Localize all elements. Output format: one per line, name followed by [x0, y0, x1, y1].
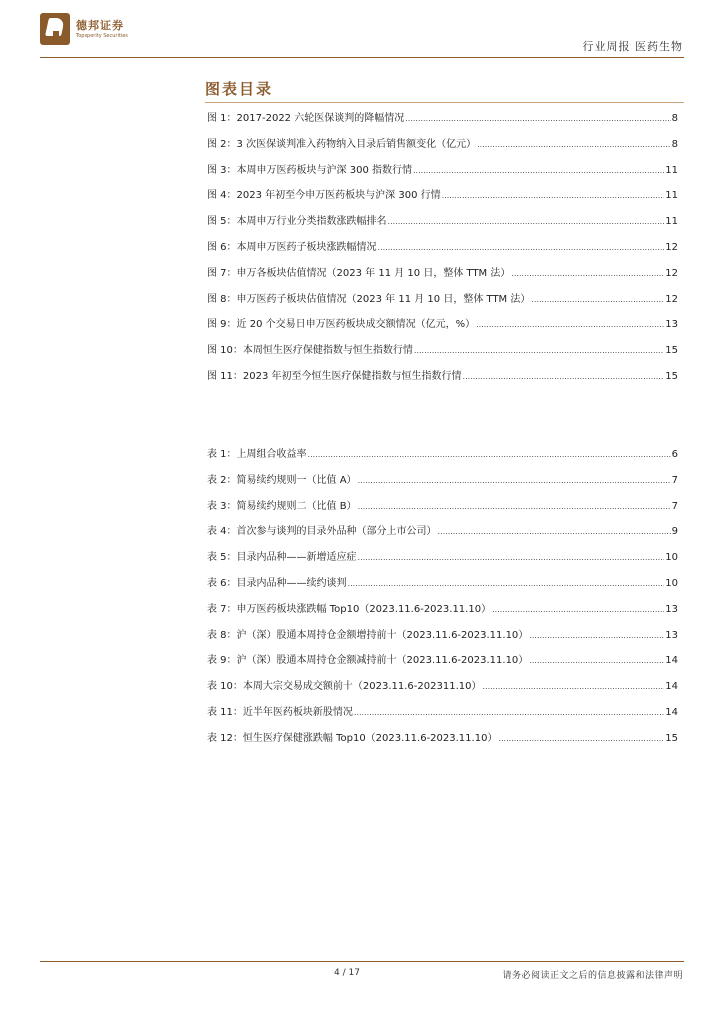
table-entry-label: 表 7：申万医药板块涨跌幅 Top10（2023.11.6-2023.11.10）: [207, 603, 492, 615]
dot-leader: [388, 217, 665, 226]
dot-leader: [511, 269, 664, 278]
figure-entry[interactable]: [207, 290, 678, 316]
figure-entry-page: 11: [665, 164, 678, 176]
figure-entry[interactable]: [207, 186, 678, 212]
table-entry-page: 15: [665, 732, 678, 744]
logo-name-cn: 德邦证券: [76, 18, 124, 32]
table-entry-page: 13: [665, 629, 678, 641]
table-entry-label: 表 1：上周组合收益率: [207, 449, 307, 460]
table-entry-page: 10: [665, 577, 678, 589]
dot-leader: [348, 579, 665, 588]
figure-entry-label: 图 1：2017-2022 六轮医保谈判的降幅情况: [207, 113, 405, 124]
dot-leader: [442, 191, 665, 200]
table-entry[interactable]: [207, 677, 678, 703]
table-entry-page: 6: [671, 449, 678, 460]
table-entry-page: 10: [665, 552, 678, 564]
dot-leader: [438, 527, 671, 536]
dot-leader: [531, 295, 664, 304]
table-entry[interactable]: [207, 445, 678, 471]
figure-entry-page: 8: [671, 138, 678, 150]
table-entry-page: 14: [665, 706, 678, 718]
dot-leader: [498, 734, 664, 743]
table-entry[interactable]: [207, 497, 678, 523]
table-entry-page: 7: [671, 500, 678, 512]
dot-leader: [358, 553, 665, 562]
report-type: 行业周报 医药生物: [582, 40, 683, 53]
figure-entry-label: 图 2：3 次医保谈判准入药物纳入目录后销售额变化（亿元）: [207, 138, 477, 150]
table-entry[interactable]: [207, 600, 678, 626]
dot-leader: [358, 476, 671, 485]
table-entry[interactable]: [207, 574, 678, 600]
table-entry-label: 表 8：沪（深）股通本周持仓金额增持前十（2023.11.6-2023.11.10）: [207, 629, 529, 641]
table-entry[interactable]: [207, 548, 678, 574]
dot-leader: [529, 631, 664, 640]
logo-text: [76, 19, 128, 40]
figure-entry[interactable]: [207, 238, 678, 264]
figure-entry-page: 8: [671, 113, 678, 124]
table-entry[interactable]: [207, 471, 678, 497]
dot-leader: [463, 372, 665, 381]
figure-entry-label: 图 5：本周申万行业分类指数涨跌幅排名: [207, 216, 387, 228]
figure-entry-label: 图 7：申万各板块估值情况（2023 年 11 月 10 日，整体 TTM 法）: [207, 267, 511, 279]
figure-entry-page: 15: [665, 370, 678, 382]
figure-entry[interactable]: [207, 315, 678, 341]
dot-leader: [358, 502, 671, 511]
figure-entry-page: 12: [665, 293, 678, 305]
figure-entry-page: 11: [665, 190, 678, 202]
dot-leader: [354, 708, 664, 717]
table-entry[interactable]: [207, 729, 678, 755]
legal-disclaimer: 请务必阅读正文之后的信息披露和法律声明: [502, 971, 683, 981]
header-divider: [40, 57, 684, 58]
figure-list: [207, 109, 678, 393]
figure-entry[interactable]: [207, 109, 678, 135]
table-entry-page: 14: [665, 655, 678, 667]
figure-entry-label: 图 10：本周恒生医疗保健指数与恒生指数行情: [207, 345, 413, 357]
table-entry-label: 表 3：简易续约规则二（比值 B）: [207, 500, 357, 512]
table-entry-label: 表 11：近半年医药板块新股情况: [207, 706, 353, 718]
figure-entry[interactable]: [207, 367, 678, 393]
dot-leader: [476, 320, 664, 329]
table-list: [207, 445, 678, 755]
figure-entry-page: 13: [665, 319, 678, 331]
figure-entry-label: 图 4：2023 年初至今申万医药板块与沪深 300 行情: [207, 190, 441, 202]
figure-entry-page: 11: [665, 216, 678, 228]
table-entry-label: 表 12：恒生医疗保健涨跌幅 Top10（2023.11.6-2023.11.10）: [207, 732, 498, 744]
table-entry[interactable]: [207, 626, 678, 652]
toc-title: 图表目录: [205, 80, 274, 98]
dot-leader: [308, 450, 671, 459]
table-entry-label: 表 4：首次参与谈判的目录外品种（部分上市公司）: [207, 526, 437, 538]
figure-entry-label: 图 8：申万医药子板块估值情况（2023 年 11 月 10 日，整体 TTM 法）: [207, 293, 531, 305]
figure-entry-label: 图 11：2023 年初至今恒生医疗保健指数与恒生指数行情: [207, 370, 462, 382]
dot-leader: [405, 114, 670, 123]
figure-entry-label: 图 9：近 20 个交易日申万医药板块成交额情况（亿元，%）: [207, 319, 476, 331]
figure-entry[interactable]: [207, 341, 678, 367]
table-entry-page: 9: [671, 526, 678, 538]
dot-leader: [414, 346, 664, 355]
table-entry[interactable]: [207, 651, 678, 677]
table-entry-label: 表 5：目录内品种——新增适应症: [207, 552, 357, 564]
table-entry-label: 表 9：沪（深）股通本周持仓金额减持前十（2023.11.6-2023.11.10）: [207, 655, 529, 667]
footer-divider: [40, 961, 684, 962]
figure-entry[interactable]: [207, 135, 678, 161]
figure-entry-page: 12: [665, 267, 678, 279]
figure-entry[interactable]: [207, 161, 678, 187]
company-logo: [40, 13, 128, 45]
dot-leader: [529, 656, 664, 665]
toc-title-divider: [205, 102, 684, 103]
logo-name-en: Topsperity Securities: [76, 32, 128, 39]
table-entry-page: 7: [671, 474, 678, 486]
figure-entry-page: 12: [665, 241, 678, 253]
table-entry-label: 表 2：简易续约规则一（比值 A）: [207, 474, 357, 486]
table-entry-label: 表 10：本周大宗交易成交额前十（2023.11.6-202311.10）: [207, 681, 482, 693]
table-entry[interactable]: [207, 522, 678, 548]
dot-leader: [482, 682, 664, 691]
table-entry-page: 14: [665, 681, 678, 693]
table-entry-page: 13: [665, 603, 678, 615]
dot-leader: [492, 605, 664, 614]
page-number: 4 / 17: [334, 968, 360, 978]
page-header: [0, 0, 724, 62]
figure-entry-label: 图 6：本周申万医药子板块涨跌幅情况: [207, 241, 377, 253]
table-entry-label: 表 6：目录内品种——续约谈判: [207, 577, 347, 589]
dot-leader: [477, 140, 671, 149]
figure-entry-label: 图 3：本周申万医药板块与沪深 300 指数行情: [207, 164, 412, 176]
table-entry[interactable]: [207, 703, 678, 729]
figure-entry[interactable]: [207, 264, 678, 290]
figure-entry-page: 15: [665, 345, 678, 357]
logo-mark-icon: [40, 13, 70, 45]
figure-entry[interactable]: [207, 212, 678, 238]
dot-leader: [413, 166, 664, 175]
dot-leader: [378, 243, 665, 252]
